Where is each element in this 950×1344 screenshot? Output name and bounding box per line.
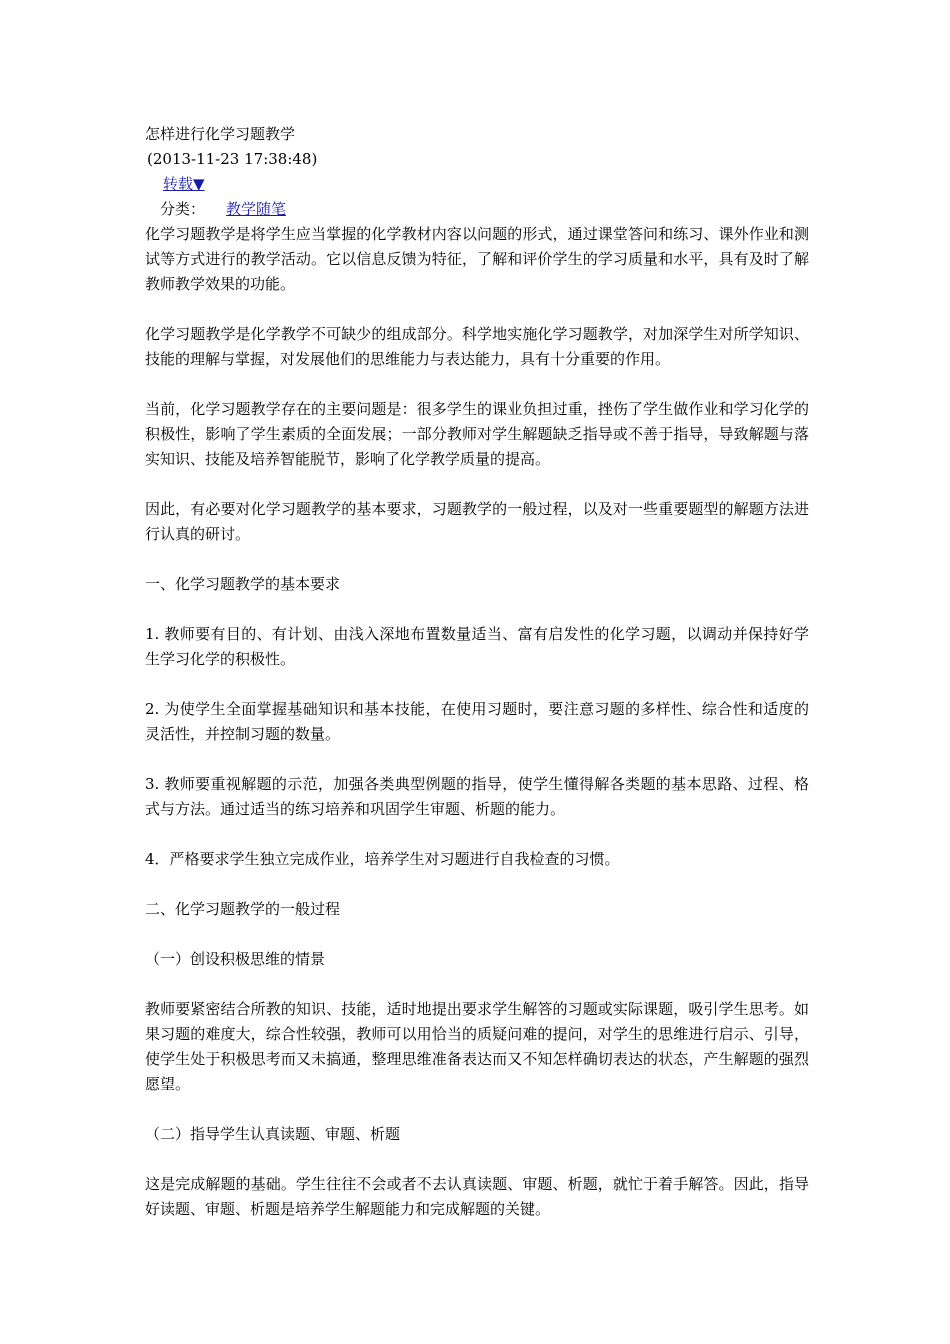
article	[145, 122, 809, 1247]
paragraph-importance: 化学习题教学是化学教学不可缺少的组成部分。科学地实施化学习题教学，对加深学生对所学知识、技能的理解与掌握，对发展他们的思维能力与表达能力，具有十分重要的作用。	[145, 325, 809, 368]
category-link[interactable]: 教学随笔	[226, 200, 287, 218]
list-item-requirement-2: 2. 为使学生全面掌握基础知识和基本技能，在使用习题时，要注意习题的多样性、综合性和适度的灵活性，并控制习题的数量。	[145, 700, 809, 743]
subheading-situation: （一）创设积极思维的情景	[145, 950, 326, 968]
section-heading-requirements: 一、化学习题教学的基本要求	[145, 575, 341, 593]
repost-row	[145, 172, 809, 197]
section-heading-process: 二、化学习题教学的一般过程	[145, 900, 341, 918]
article-title: 怎样进行化学习题教学	[145, 125, 296, 143]
paragraph-intro: 化学习题教学是将学生应当掌握的化学教材内容以问题的形式，通过课堂答问和练习、课外作业和测试等方式进行的教学活动。它以信息反馈为特征，了解和评价学生的学习质量和水平，具有及时了解教师教学效果的功能。	[145, 225, 809, 293]
subheading-reading: （二）指导学生认真读题、审题、析题	[145, 1125, 401, 1143]
category-row	[145, 197, 809, 222]
list-item-requirement-3: 3. 教师要重视解题的示范，加强各类典型例题的指导，使学生懂得解各类题的基本思路、过程、格式与方法。通过适当的练习培养和巩固学生审题、析题的能力。	[145, 775, 809, 818]
paragraph-situation: 教师要紧密结合所教的知识、技能，适时地提出要求学生解答的习题或实际课题，吸引学生思考。如果习题的难度大，综合性较强，教师可以用恰当的质疑问难的提问，对学生的思维进行启示、引导，使学生处于积极思考而又未搞通，整理思维准备表达而又不知怎样确切表达的状态，产生解题的强烈愿望。	[145, 1000, 809, 1093]
category-label: 分类：	[160, 200, 206, 218]
article-date: (2013-11-23 17:38:48)	[147, 150, 318, 168]
paragraph-therefore: 因此，有必要对化学习题教学的基本要求，习题教学的一般过程，以及对一些重要题型的解题方法进行认真的研讨。	[145, 500, 809, 543]
list-item-requirement-1: 1. 教师要有目的、有计划、由浅入深地布置数量适当、富有启发性的化学习题，以调动并保持好学生学习化学的积极性。	[145, 625, 809, 668]
paragraph-problems: 当前，化学习题教学存在的主要问题是：很多学生的课业负担过重，挫伤了学生做作业和学习化学的积极性，影响了学生素质的全面发展；一部分教师对学生解题缺乏指导或不善于指导，导致解题与落实知识、技能及培养智能脱节，影响了化学教学质量的提高。	[145, 400, 809, 468]
list-item-requirement-4: 4．严格要求学生独立完成作业，培养学生对习题进行自我检查的习惯。	[145, 850, 620, 868]
repost-link[interactable]: 转载▼	[163, 175, 205, 193]
paragraph-reading: 这是完成解题的基础。学生往往不会或者不去认真读题、审题、析题，就忙于着手解答。因此，指导好读题、审题、析题是培养学生解题能力和完成解题的关键。	[145, 1175, 809, 1218]
